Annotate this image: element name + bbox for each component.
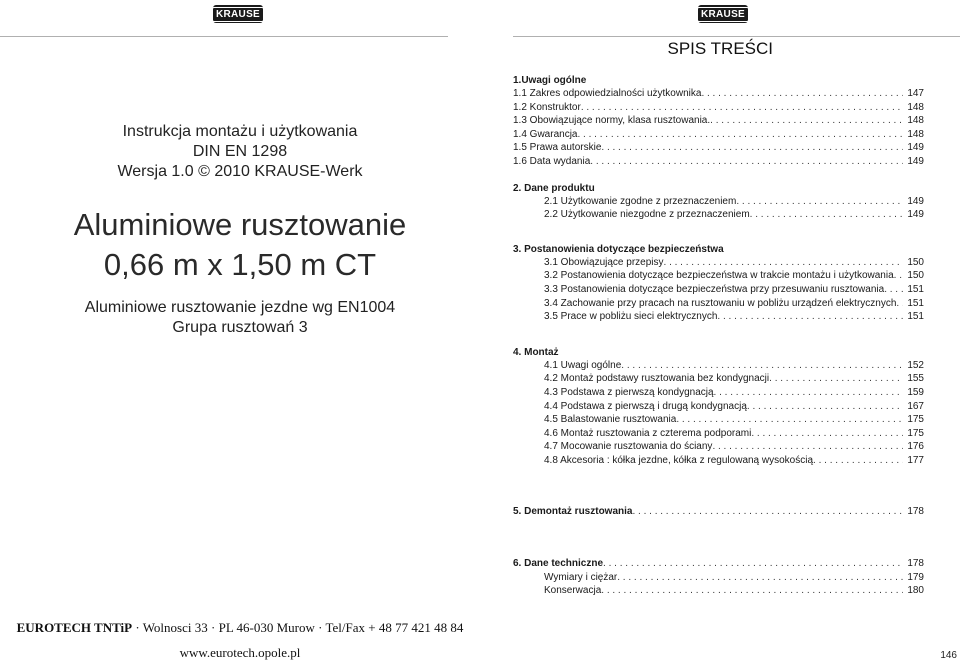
- toc-entry[interactable]: [513, 505, 924, 519]
- toc-leader-dots: [664, 256, 904, 270]
- toc-entry-label: Konserwacja: [544, 585, 602, 597]
- subtitle-line: Aluminiowe rusztowanie jezdne wg EN1004: [84, 299, 396, 316]
- footer-separator: ·: [211, 620, 216, 635]
- toc-entry-page: 149: [907, 155, 924, 167]
- toc-entry-label: 2.1 Użytkowanie zgodne z przeznaczeniem: [544, 195, 737, 207]
- toc-entry-page: 147: [907, 88, 924, 99]
- toc-entry-label: 3.3 Postanowienia dotyczące bezpieczeństwa przy przesuwaniu rusztowania: [544, 283, 885, 295]
- instruction-line: Instrukcja montażu i użytkowania: [122, 123, 358, 140]
- toc-entry-label: 3.1 Obowiązujące przepisy: [544, 256, 664, 268]
- footer-street: Wolnosci 33: [142, 620, 208, 635]
- toc-leader-dots: [712, 440, 903, 454]
- toc-entry-page: 149: [907, 142, 924, 154]
- toc-entry-page: 151: [907, 311, 924, 323]
- instruction-line: DIN EN 1298: [192, 143, 288, 160]
- header-rule-right: [513, 36, 960, 37]
- toc-entry-label: 3.2 Postanowienia dotyczące bezpieczeństwa w trakcie montażu i użytkowania: [544, 270, 894, 282]
- toc-leader-dots: [701, 87, 903, 101]
- toc-entry-label: 1.2 Konstruktor: [513, 101, 581, 113]
- toc-entry[interactable]: [513, 195, 924, 209]
- toc-entry[interactable]: [513, 359, 924, 373]
- toc-section-title: 2. Dane produktu: [513, 182, 595, 194]
- toc-entry[interactable]: [513, 87, 924, 101]
- product-title-line: 0,66 m x 1,50 m CT: [103, 247, 377, 282]
- toc-entry[interactable]: [513, 155, 924, 169]
- toc-entry[interactable]: [513, 208, 924, 222]
- toc-leader-dots: [710, 114, 903, 128]
- toc-entry[interactable]: [513, 571, 924, 585]
- toc-entry-label: 1.3 Obowiązujące normy, klasa rusztowania.: [513, 115, 711, 127]
- toc-leader-dots: [884, 283, 903, 297]
- toc-entry-label: 4.7 Mocowanie rusztowania do ściany: [544, 441, 713, 453]
- toc-entry-page: 148: [907, 128, 924, 140]
- toc-leader-dots: [632, 505, 903, 519]
- toc-entry-page: 149: [907, 209, 924, 221]
- toc-entry-page: 151: [907, 297, 924, 309]
- toc-leader-dots: [750, 208, 904, 222]
- toc-section-title: 3. Postanowienia dotyczące bezpieczeństwa: [513, 243, 724, 255]
- toc-entry-page: 177: [907, 454, 924, 466]
- toc-entry-label: 1.5 Prawa autorskie: [513, 142, 602, 154]
- toc-leader-dots: [581, 101, 904, 115]
- toc-leader-dots: [736, 195, 903, 209]
- toc-entry-label: 4.6 Montaż rusztowania z czterema podporami: [544, 427, 752, 439]
- toc-leader-dots: [813, 454, 903, 468]
- toc-entry-page: 179: [907, 571, 924, 583]
- toc-entry-page: 159: [907, 386, 924, 398]
- toc-entry[interactable]: [513, 283, 924, 297]
- toc-entry-page: 175: [907, 427, 924, 439]
- footer-company: EUROTECH TNTiP: [16, 620, 133, 635]
- footer-separator: ·: [318, 620, 323, 635]
- footer-website-link[interactable]: www.eurotech.opole.pl: [179, 645, 301, 660]
- table-of-contents: [513, 74, 924, 598]
- toc-entry-label: 3.5 Prace w pobliżu sieci elektrycznych: [544, 311, 718, 323]
- toc-entry-label: 4.4 Podstawa z pierwszą i drugą kondygnacją: [544, 400, 747, 412]
- instruction-line: Wersja 1.0 © 2010 KRAUSE-Werk: [117, 163, 363, 180]
- toc-entry-label: 2.2 Użytkowanie niezgodne z przeznaczeniem: [544, 209, 750, 221]
- toc-entry[interactable]: [513, 440, 924, 454]
- toc-entry-label: 1.6 Data wydania: [513, 155, 591, 167]
- toc-entry-page: 180: [907, 585, 924, 597]
- toc-leader-dots: [577, 128, 903, 142]
- toc-entry[interactable]: [513, 427, 924, 441]
- toc-entry[interactable]: [513, 310, 924, 324]
- toc-leader-dots: [894, 269, 904, 283]
- toc-entry-page: 167: [907, 400, 924, 412]
- toc-entry[interactable]: [513, 141, 924, 155]
- toc-entry-label: 6. Dane techniczne: [513, 558, 604, 570]
- footer-postal: PL 46-030 Murow: [218, 620, 315, 635]
- toc-entry[interactable]: [513, 297, 924, 311]
- toc-entry[interactable]: [513, 584, 924, 598]
- krause-logo-text: KRAUSE: [697, 7, 749, 22]
- toc-entry-page: 151: [907, 283, 924, 295]
- krause-logo-left: [213, 5, 263, 23]
- toc-entry-page: 148: [907, 101, 924, 113]
- product-title: [0, 205, 480, 285]
- krause-logo-text: KRAUSE: [212, 7, 264, 22]
- toc-entry-page: 155: [907, 373, 924, 385]
- toc-entry-page: 148: [907, 115, 924, 127]
- toc-entry-page: 150: [907, 256, 924, 268]
- product-title-line: Aluminiowe rusztowanie: [73, 207, 407, 242]
- toc-entry-label: 4.1 Uwagi ogólne: [544, 359, 622, 371]
- toc-entry-page: 178: [907, 558, 924, 570]
- toc-leader-dots: [717, 310, 903, 324]
- toc-entry-label: 4.2 Montaż podstawy rusztowania bez kondygnacji: [544, 373, 770, 385]
- toc-leader-dots: [676, 413, 903, 427]
- toc-entry[interactable]: [513, 372, 924, 386]
- toc-entry-label: 5. Demontaż rusztowania: [513, 506, 633, 518]
- toc-leader-dots: [747, 400, 903, 414]
- toc-leader-dots: [714, 386, 904, 400]
- toc-entry[interactable]: [513, 256, 924, 270]
- toc-entry[interactable]: [513, 413, 924, 427]
- toc-leader-dots: [601, 141, 903, 155]
- subtitle-line: Grupa rusztowań 3: [172, 319, 308, 336]
- toc-entry-label: 4.3 Podstawa z pierwszą kondygnacją: [544, 386, 714, 398]
- toc-heading: SPIS TREŚCI: [667, 39, 773, 58]
- footer-phone: Tel/Fax + 48 77 421 48 84: [325, 620, 464, 635]
- toc-leader-dots: [601, 584, 903, 598]
- toc-leader-dots: [621, 359, 903, 373]
- toc-leader-dots: [603, 557, 903, 571]
- toc-leader-dots: [769, 372, 903, 386]
- toc-entry[interactable]: [513, 269, 924, 283]
- header-rule-left: [0, 36, 448, 37]
- toc-entry-page: 149: [907, 195, 924, 207]
- krause-logo-right: [698, 5, 748, 23]
- toc-entry-label: 4.5 Balastowanie rusztowania: [544, 414, 677, 426]
- toc-section-title: 4. Montaż: [513, 346, 559, 358]
- toc-entry-page: 175: [907, 414, 924, 426]
- toc-entry[interactable]: [513, 454, 924, 468]
- toc-entry-label: 3.4 Zachowanie przy pracach na rusztowaniu w pobliżu urządzeń elektrycznych: [544, 297, 897, 309]
- toc-entry[interactable]: [513, 128, 924, 142]
- product-subtitle: [0, 298, 480, 338]
- toc-entry-page: 178: [907, 506, 924, 518]
- page-number: 146: [940, 650, 957, 661]
- toc-leader-dots: [617, 571, 903, 585]
- toc-entry-label: 1.1 Zakres odpowiedzialności użytkownika: [513, 88, 702, 99]
- toc-leader-dots: [590, 155, 903, 169]
- toc-entry[interactable]: [513, 557, 924, 571]
- toc-entry[interactable]: [513, 400, 924, 414]
- footer-separator: ·: [135, 620, 140, 635]
- toc-entry[interactable]: [513, 114, 924, 128]
- toc-entry-label: 4.8 Akcesoria : kółka jezdne, kółka z regulowaną wysokością: [544, 454, 814, 466]
- footer-address: [0, 620, 480, 636]
- instruction-block: [0, 122, 480, 182]
- toc-section-title: 1.Uwagi ogólne: [513, 75, 587, 86]
- toc-entry-label: 1.4 Gwarancja: [513, 128, 578, 140]
- toc-entry-page: 176: [907, 441, 924, 453]
- toc-leader-dots: [751, 427, 903, 441]
- toc-entry[interactable]: [513, 101, 924, 115]
- toc-entry[interactable]: [513, 386, 924, 400]
- toc-leader-dots: [896, 297, 903, 311]
- toc-entry-label: Wymiary i ciężar: [544, 571, 618, 583]
- toc-entry-page: 152: [907, 359, 924, 371]
- toc-entry-page: 150: [907, 270, 924, 282]
